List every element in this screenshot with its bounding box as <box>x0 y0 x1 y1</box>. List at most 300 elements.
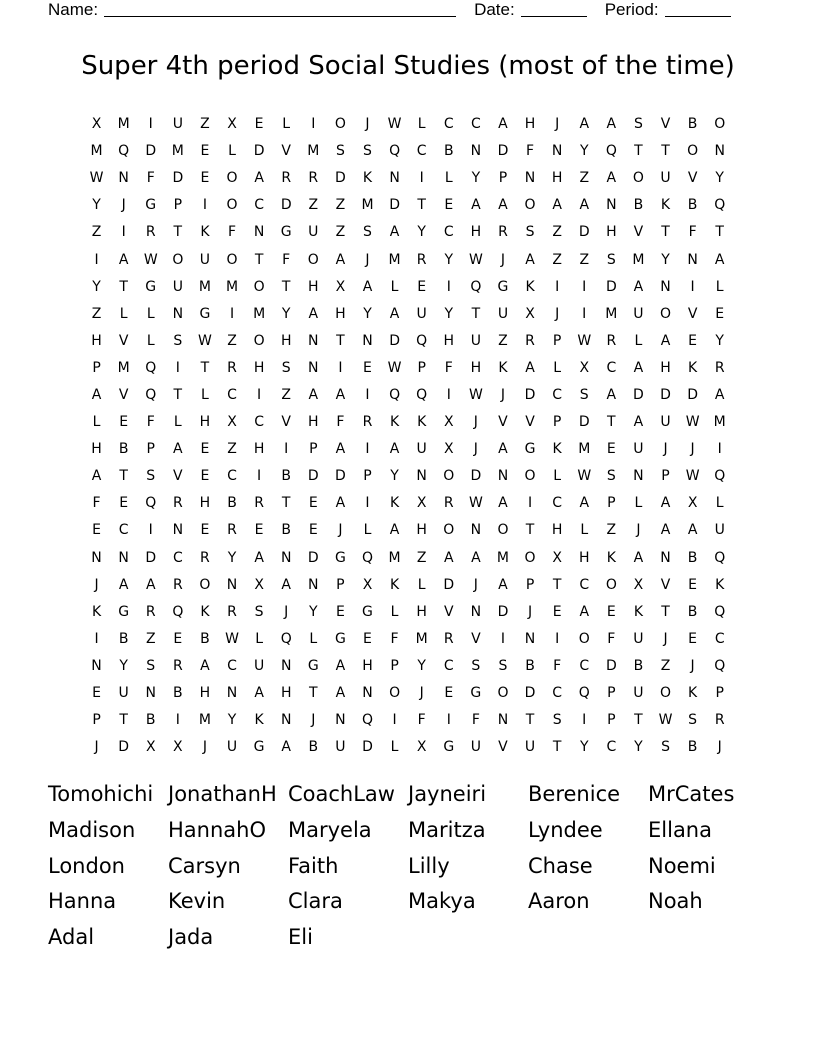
grid-letter: A <box>91 386 102 403</box>
grid-letter: D <box>335 468 346 485</box>
grid-letter: O <box>524 468 536 485</box>
word-bank-item: Tomohichi <box>48 782 154 806</box>
grid-letter: V <box>118 332 129 349</box>
grid-letter: T <box>715 224 724 241</box>
grid-letter: O <box>226 197 238 214</box>
grid-letter: M <box>117 359 130 376</box>
word-bank-item: MrCates <box>648 782 735 806</box>
grid-letter: D <box>605 278 617 295</box>
grid-letter: N <box>280 549 292 566</box>
grid-letter: C <box>579 657 590 674</box>
grid-letter: E <box>715 305 725 322</box>
grid-letter: N <box>145 685 156 702</box>
grid-letter: A <box>633 414 644 431</box>
grid-letter: K <box>606 549 616 566</box>
grid-letter: D <box>280 197 292 214</box>
grid-letter: J <box>555 116 560 133</box>
grid-letter: Q <box>714 468 726 485</box>
grid-letter: S <box>525 224 535 241</box>
grid-letter: J <box>338 522 343 539</box>
grid-letter: N <box>606 197 617 214</box>
grid-letter: E <box>173 630 183 647</box>
grid-letter: D <box>660 386 671 403</box>
grid-letter: L <box>146 332 155 349</box>
grid-letter: I <box>94 630 99 647</box>
grid-letter: T <box>471 305 481 322</box>
grid-letter: G <box>470 685 482 702</box>
grid-letter: I <box>338 359 343 376</box>
grid-letter: L <box>634 495 643 512</box>
grid-letter: I <box>446 386 451 403</box>
grid-row <box>83 165 733 192</box>
grid-letter: A <box>498 116 508 133</box>
grid-letter: C <box>227 657 237 674</box>
word-bank-item: Makya <box>408 889 476 914</box>
grid-letter: R <box>254 495 264 512</box>
grid-letter: Z <box>335 224 346 241</box>
grid-letter: E <box>688 332 698 349</box>
grid-letter: G <box>497 278 509 295</box>
grid-letter: A <box>525 359 535 376</box>
grid-letter: I <box>690 278 695 295</box>
grid-letter: G <box>118 603 130 620</box>
grid-letter: N <box>91 657 102 674</box>
grid-letter: Y <box>417 224 426 241</box>
grid-letter: Y <box>281 305 291 322</box>
grid-letter: K <box>688 359 698 376</box>
grid-letter: Y <box>390 468 399 485</box>
grid-letter: D <box>578 414 590 431</box>
grid-row <box>83 111 733 138</box>
grid-letter: K <box>498 359 508 376</box>
grid-row <box>83 463 733 490</box>
grid-letter: O <box>443 522 455 539</box>
grid-letter: Z <box>227 441 237 458</box>
grid-letter: T <box>281 495 291 512</box>
worksheet-header <box>48 0 732 20</box>
grid-letter: D <box>307 549 319 566</box>
grid-letter: A <box>606 116 617 133</box>
grid-letter: T <box>634 143 643 160</box>
grid-letter: O <box>497 522 509 539</box>
grid-letter: Y <box>634 739 643 756</box>
grid-letter: U <box>118 685 129 702</box>
grid-letter: I <box>717 441 722 458</box>
grid-letter: T <box>661 143 670 160</box>
grid-letter: J <box>284 603 289 620</box>
grid-letter: M <box>361 197 374 214</box>
grid-letter: V <box>498 739 508 756</box>
grid-letter: X <box>173 739 183 756</box>
grid-letter: U <box>335 739 346 756</box>
grid-letter: H <box>524 116 536 133</box>
grid-letter: M <box>117 116 130 133</box>
grid-letter: U <box>172 116 183 133</box>
grid-letter: P <box>309 441 318 458</box>
word-bank-item: Carsyn <box>168 853 241 878</box>
period-label: Period: <box>604 0 659 19</box>
grid-letter: Y <box>119 657 128 674</box>
grid-letter: H <box>335 305 346 322</box>
grid-letter: P <box>715 685 724 702</box>
grid-letter: O <box>578 630 590 647</box>
grid-letter: I <box>257 386 262 403</box>
grid-letter: L <box>417 116 426 133</box>
grid-letter: I <box>582 278 587 295</box>
grid-letter: A <box>145 576 156 593</box>
grid-letter: N <box>660 549 671 566</box>
grid-letter: L <box>146 305 155 322</box>
grid-letter: I <box>500 630 506 647</box>
word-bank-item: Noah <box>648 889 703 914</box>
grid-letter: H <box>578 549 590 566</box>
grid-letter: G <box>253 739 265 756</box>
grid-letter: C <box>552 495 563 512</box>
grid-letter: B <box>200 630 210 647</box>
grid-letter: C <box>172 549 183 566</box>
grid-letter: A <box>498 495 508 512</box>
grid-letter: F <box>444 359 453 376</box>
grid-letter: E <box>444 197 454 214</box>
grid-letter: O <box>524 197 536 214</box>
name-blank-line <box>104 4 456 17</box>
grid-letter: Z <box>308 197 319 214</box>
grid-letter: A <box>579 495 590 512</box>
grid-letter: I <box>555 630 560 647</box>
grid-letter: A <box>254 170 264 187</box>
grid-letter: K <box>633 603 644 620</box>
grid-letter: N <box>551 143 563 160</box>
grid-letter: I <box>229 305 235 322</box>
grid-letter: Q <box>280 630 292 647</box>
grid-letter: Q <box>145 495 157 512</box>
grid-letter: W <box>685 414 700 431</box>
grid-letter: O <box>660 685 672 702</box>
grid-letter: O <box>334 116 346 133</box>
grid-letter: V <box>687 305 698 322</box>
grid-letter: S <box>606 468 616 485</box>
grid-letter: C <box>118 522 129 539</box>
grid-row <box>83 328 733 355</box>
grid-letter: Y <box>309 603 318 620</box>
grid-letter: I <box>555 278 560 295</box>
grid-letter: N <box>253 224 265 241</box>
grid-letter: H <box>308 414 319 431</box>
grid-letter: H <box>470 224 482 241</box>
grid-letter: T <box>607 414 616 431</box>
grid-letter: Q <box>605 143 617 160</box>
grid-letter: U <box>226 739 238 756</box>
grid-letter: V <box>660 576 671 593</box>
grid-letter: K <box>389 414 400 431</box>
grid-letter: T <box>119 712 128 729</box>
grid-letter: Z <box>579 251 590 268</box>
grid-letter: O <box>226 251 238 268</box>
grid-letter: C <box>227 386 237 403</box>
grid-letter: M <box>388 549 401 566</box>
grid-letter: M <box>496 549 509 566</box>
grid-letter: H <box>253 359 265 376</box>
grid-letter: H <box>362 657 373 674</box>
grid-letter: E <box>308 495 318 512</box>
word-bank-item: Berenice <box>528 782 621 806</box>
grid-letter: G <box>362 603 373 620</box>
grid-letter: G <box>145 278 157 295</box>
grid-row <box>83 680 733 707</box>
grid-letter: M <box>388 251 401 268</box>
grid-letter: F <box>227 224 237 241</box>
grid-letter: W <box>89 170 104 187</box>
grid-letter: A <box>281 576 291 593</box>
grid-letter: K <box>254 712 264 729</box>
grid-letter: E <box>119 414 129 431</box>
grid-letter: T <box>661 603 670 620</box>
grid-letter: N <box>660 278 671 295</box>
grid-letter: W <box>468 251 483 268</box>
grid-letter: Y <box>444 305 454 322</box>
grid-letter: H <box>470 359 482 376</box>
grid-letter: U <box>633 305 644 322</box>
grid-row <box>83 274 733 301</box>
grid-letter: S <box>606 251 616 268</box>
grid-letter: S <box>146 657 156 674</box>
grid-letter: A <box>335 441 346 458</box>
grid-letter: L <box>580 522 589 539</box>
grid-letter: A <box>714 386 725 403</box>
grid-letter: N <box>226 685 238 702</box>
grid-row <box>83 436 733 463</box>
grid-letter: Y <box>417 657 426 674</box>
grid-letter: S <box>498 657 508 674</box>
grid-letter: X <box>362 576 373 593</box>
date-field <box>474 0 587 20</box>
grid-letter: X <box>145 739 156 756</box>
grid-letter: W <box>468 495 483 512</box>
grid-letter: T <box>336 332 345 349</box>
grid-letter: U <box>172 278 183 295</box>
grid-letter: Z <box>416 549 427 566</box>
grid-letter: V <box>443 603 454 620</box>
grid-letter: M <box>307 143 320 160</box>
grid-letter: M <box>578 441 591 458</box>
grid-row <box>83 409 733 436</box>
grid-letter: M <box>90 143 103 160</box>
grid-letter: D <box>307 468 319 485</box>
grid-letter: E <box>92 522 101 539</box>
grid-letter: L <box>715 495 724 512</box>
grid-letter: J <box>555 305 560 322</box>
grid-letter: X <box>227 116 237 133</box>
grid-letter: I <box>175 359 180 376</box>
grid-letter: V <box>687 170 698 187</box>
word-bank-item: Lilly <box>408 853 450 878</box>
grid-row <box>83 653 733 680</box>
grid-letter: L <box>255 630 264 647</box>
grid-letter: B <box>687 549 698 566</box>
grid-letter: F <box>553 657 562 674</box>
word-bank-item: Kevin <box>168 889 226 914</box>
grid-letter: E <box>606 603 616 620</box>
grid-row <box>83 138 733 165</box>
grid-letter: B <box>687 116 698 133</box>
word-bank-item: Noemi <box>648 853 716 878</box>
grid-letter: B <box>173 685 183 702</box>
grid-letter: T <box>281 278 291 295</box>
grid-letter: P <box>146 441 155 458</box>
grid-letter: S <box>281 359 291 376</box>
word-bank-item: Jayneiri <box>408 782 487 806</box>
grid-letter: X <box>91 116 102 133</box>
grid-letter: K <box>389 576 400 593</box>
grid-letter: J <box>500 386 506 403</box>
grid-letter: K <box>417 414 427 431</box>
grid-letter: K <box>91 603 102 620</box>
grid-letter: T <box>552 739 562 756</box>
grid-letter: L <box>282 116 291 133</box>
grid-letter: O <box>172 251 184 268</box>
grid-letter: N <box>714 143 725 160</box>
grid-letter: I <box>257 468 262 485</box>
grid-letter: J <box>527 603 533 620</box>
grid-letter: F <box>146 414 155 431</box>
grid-letter: Y <box>227 712 237 729</box>
grid-letter: R <box>498 224 508 241</box>
grid-letter: J <box>473 441 478 458</box>
grid-letter: E <box>688 630 698 647</box>
grid-letter: O <box>253 332 265 349</box>
grid-letter: Q <box>145 386 157 403</box>
grid-letter: O <box>660 305 672 322</box>
grid-letter: Q <box>714 549 726 566</box>
grid-letter: I <box>202 197 207 214</box>
grid-letter: X <box>443 441 454 458</box>
grid-letter: N <box>118 170 129 187</box>
grid-letter: J <box>663 630 668 647</box>
grid-letter: Y <box>471 170 481 187</box>
grid-letter: E <box>254 522 264 539</box>
grid-letter: W <box>577 468 592 485</box>
grid-letter: Z <box>660 657 671 674</box>
grid-letter: T <box>173 386 183 403</box>
grid-letter: U <box>416 305 427 322</box>
grid-letter: Z <box>579 170 590 187</box>
grid-letter: V <box>525 414 535 431</box>
grid-letter: Q <box>416 332 428 349</box>
grid-letter: T <box>254 251 264 268</box>
grid-letter: W <box>387 116 402 133</box>
grid-letter: E <box>688 576 698 593</box>
grid-letter: D <box>253 143 265 160</box>
grid-letter: G <box>307 657 319 674</box>
grid-letter: D <box>633 386 644 403</box>
grid-letter: N <box>280 657 292 674</box>
grid-letter: U <box>633 441 644 458</box>
grid-letter: C <box>714 630 725 647</box>
grid-letter: F <box>390 630 399 647</box>
grid-letter: T <box>525 712 535 729</box>
grid-letter: O <box>226 170 238 187</box>
grid-letter: T <box>119 278 128 295</box>
word-bank-item: HannahO <box>168 817 266 842</box>
grid-letter: S <box>363 143 372 160</box>
grid-letter: V <box>471 630 481 647</box>
grid-letter: X <box>416 739 427 756</box>
grid-letter: S <box>579 386 589 403</box>
word-bank-item: Clara <box>288 889 343 914</box>
grid-letter: H <box>91 441 102 458</box>
grid-row <box>83 192 733 219</box>
grid-letter: B <box>281 468 291 485</box>
grid-letter: W <box>387 359 402 376</box>
grid-letter: A <box>443 549 454 566</box>
grid-letter: T <box>417 197 426 214</box>
grid-letter: C <box>606 739 617 756</box>
grid-letter: F <box>688 224 697 241</box>
grid-letter: A <box>389 224 400 241</box>
grid-letter: A <box>389 441 400 458</box>
grid-letter: J <box>365 251 370 268</box>
grid-letter: C <box>443 224 454 241</box>
grid-letter: K <box>362 170 373 187</box>
grid-row <box>83 599 733 626</box>
grid-letter: J <box>690 441 695 458</box>
grid-letter: L <box>173 414 182 431</box>
grid-letter: I <box>148 522 153 539</box>
grid-letter: N <box>470 522 482 539</box>
grid-letter: W <box>143 251 158 268</box>
word-bank-item: Eli <box>288 925 313 950</box>
grid-letter: J <box>690 657 695 674</box>
grid-letter: S <box>335 143 345 160</box>
grid-letter: Y <box>579 143 589 160</box>
grid-letter: Y <box>92 197 101 214</box>
grid-letter: Z <box>606 522 617 539</box>
grid-letter: Y <box>661 251 670 268</box>
grid-letter: A <box>471 549 481 566</box>
grid-letter: Q <box>389 143 401 160</box>
grid-letter: L <box>201 386 209 403</box>
grid-row <box>83 626 733 653</box>
grid-letter: I <box>582 305 587 322</box>
grid-row <box>83 219 733 246</box>
grid-letter: C <box>552 386 563 403</box>
grid-letter: N <box>91 549 102 566</box>
grid-letter: A <box>579 197 590 214</box>
grid-letter: A <box>308 305 319 322</box>
grid-letter: H <box>660 359 671 376</box>
grid-letter: O <box>443 468 455 485</box>
word-bank-item: Faith <box>288 853 339 878</box>
word-bank-item: Adal <box>48 925 95 950</box>
grid-letter: P <box>417 359 426 376</box>
grid-letter: A <box>335 685 346 702</box>
grid-letter: I <box>94 251 99 268</box>
grid-letter: J <box>202 739 207 756</box>
grid-letter: N <box>280 712 292 729</box>
grid-letter: J <box>419 685 424 702</box>
grid-letter: I <box>365 495 370 512</box>
grid-letter: J <box>94 576 99 593</box>
date-blank-line <box>521 4 587 17</box>
grid-letter: N <box>118 549 129 566</box>
grid-letter: U <box>660 414 671 431</box>
grid-letter: O <box>714 116 726 133</box>
grid-letter: A <box>660 495 671 512</box>
grid-letter: T <box>634 712 643 729</box>
grid-letter: Q <box>361 712 373 729</box>
grid-letter: P <box>92 359 101 376</box>
grid-letter: A <box>633 278 644 295</box>
